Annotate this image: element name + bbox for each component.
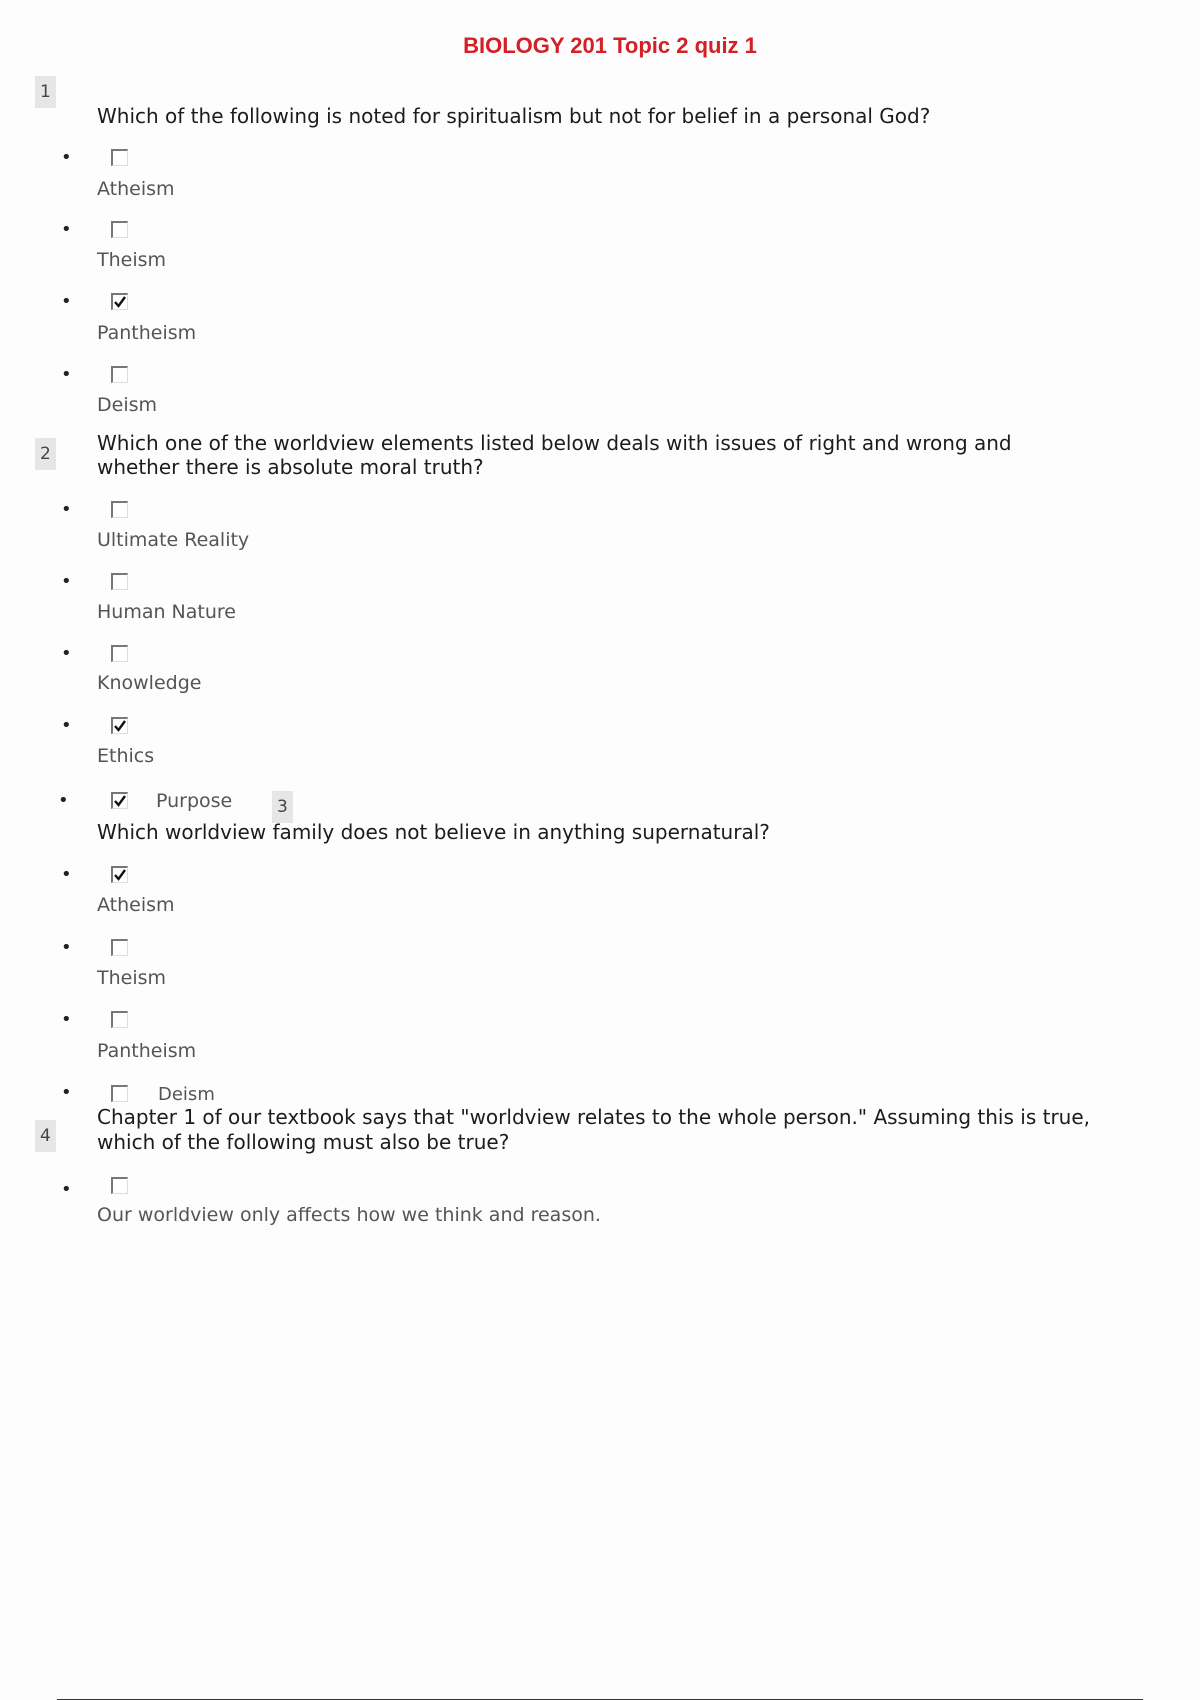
checkbox[interactable] [111,573,128,590]
question-number-1: 1 [35,76,56,108]
checkbox[interactable] [111,501,128,518]
question-1-text: Which of the following is noted for spiritualism but not for belief in a personal God? [97,104,931,128]
list-bullet [61,367,72,383]
question-number-4: 4 [35,1120,56,1152]
option-label: Deism [158,1084,215,1105]
checkbox[interactable] [111,1177,128,1194]
list-bullet [61,1012,72,1028]
option-label: Our worldview only affects how we think and reason. [97,1204,601,1226]
option-label: Purpose [156,790,233,812]
checkbox[interactable] [111,221,128,238]
list-bullet [61,718,72,734]
question-2-text-line1: Which one of the worldview elements listed below deals with issues of right and wrong and [97,431,1012,455]
option-label: Pantheism [97,322,197,344]
checkbox-checked[interactable] [111,717,128,734]
question-3-text: Which worldview family does not believe in anything supernatural? [97,820,770,844]
option-label: Atheism [97,894,175,916]
checkmark-icon [113,295,127,309]
checkbox[interactable] [111,645,128,662]
question-2-text-line2: whether there is absolute moral truth? [97,455,484,479]
list-bullet [61,646,72,662]
list-bullet [61,867,72,883]
option-label: Knowledge [97,672,202,694]
checkmark-icon [113,868,127,882]
option-label: Ultimate Reality [97,529,250,551]
question-4-text-line2: which of the following must also be true? [97,1130,510,1154]
checkbox-checked[interactable] [111,293,128,310]
option-label: Pantheism [97,1040,197,1062]
list-bullet [61,222,72,238]
checkbox[interactable] [111,1085,128,1102]
list-bullet [61,574,72,590]
list-bullet [61,1085,72,1101]
option-label: Atheism [97,178,175,200]
list-bullet [61,150,72,166]
option-label: Ethics [97,745,155,767]
checkbox[interactable] [111,366,128,383]
checkbox[interactable] [111,1011,128,1028]
checkbox[interactable] [111,939,128,956]
checkbox-checked[interactable] [111,792,128,809]
question-number-3: 3 [272,791,293,823]
option-label: Human Nature [97,601,236,623]
question-number-2: 2 [35,438,56,470]
list-bullet [61,502,72,518]
list-bullet [61,294,72,310]
option-label: Theism [97,967,167,989]
option-label: Deism [97,394,158,416]
option-label: Theism [97,249,167,271]
list-bullet [61,940,72,956]
list-bullet [58,793,69,809]
question-4-text-line1: Chapter 1 of our textbook says that "worldview relates to the whole person." Assuming this is true, [97,1105,1090,1129]
checkbox[interactable] [111,149,128,166]
checkmark-icon [113,719,127,733]
list-bullet [61,1182,72,1198]
page-title: BIOLOGY 201 Topic 2 quiz 1 [463,33,757,58]
checkbox-checked[interactable] [111,866,128,883]
checkmark-icon [113,794,127,808]
